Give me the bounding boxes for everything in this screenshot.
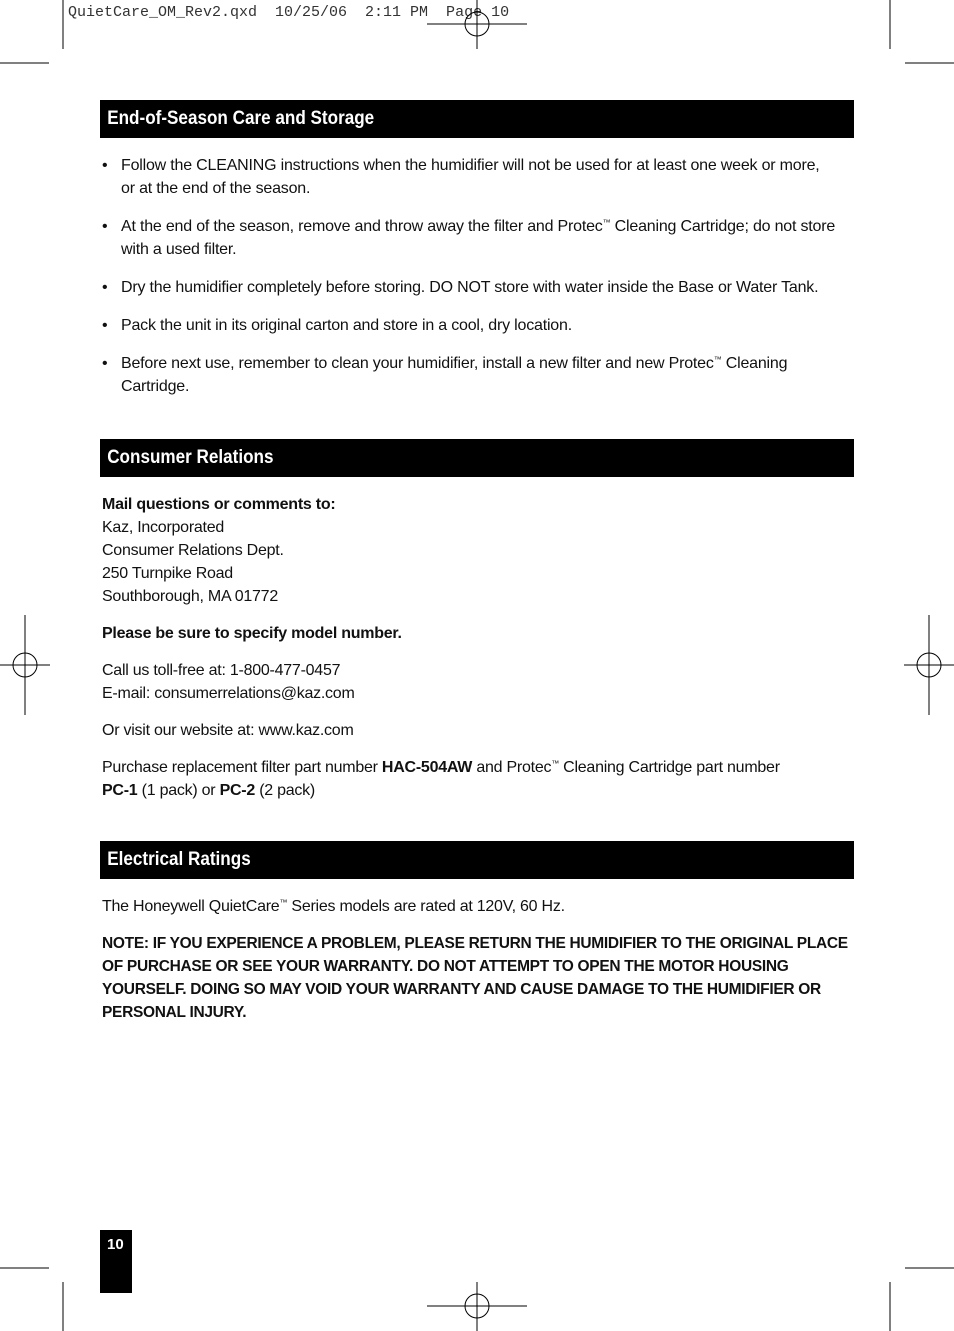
phone-line: Call us toll-free at: 1-800-477-0457 [102,662,341,679]
note-line: PERSONAL INJURY. [102,1004,247,1021]
section-header-electrical [100,841,854,879]
address-line: 250 Turnpike Road [102,565,233,582]
bullet-icon: • [102,317,108,334]
bullet-icon: • [102,355,108,372]
note-line: NOTE: IF YOU EXPERIENCE A PROBLEM, PLEASE RETURN THE HUMIDIFIER TO THE ORIGINAL PLACE [102,935,848,952]
filter-part-number: HAC-504AW [381,759,473,776]
bullet-icon: • [102,218,108,235]
registration-target-bottom [427,1282,527,1331]
cartridge-part-pc2: PC-2 [219,782,256,799]
list-item: • Dry the humidifier completely before storing. DO NOT store with water inside the Base or Water Tank. [102,276,854,299]
page-number-tab [100,1230,132,1293]
list-item: • Pack the unit in its original carton and store in a cool, dry location. [102,314,854,337]
section-header-storage [100,100,854,138]
page-number: 10 [107,1236,124,1253]
storage-bullet-list [102,154,854,413]
consumer-relations-body [102,493,854,802]
electrical-ratings-body [102,895,854,1024]
address-line: Consumer Relations Dept. [102,542,284,559]
section-title-electrical: Electrical Ratings [107,849,251,870]
trademark-symbol: ™ [551,759,559,768]
address-line: Southborough, MA 01772 [102,588,278,605]
section-title-consumer: Consumer Relations [107,447,274,468]
mail-heading: Mail questions or comments to: [102,496,336,513]
registration-target-left [0,615,50,715]
list-item: • Follow the CLEANING instructions when the humidifier will not be used for at least one week or more, or at the end of the season. [102,154,854,200]
mailing-address [102,516,854,608]
address-line: Kaz, Incorporated [102,519,225,536]
cartridge-part-pc1: PC-1 [102,782,138,799]
purchase-parts-paragraph: Purchase replacement filter part number HAC-504AW and Protec™ Cleaning Cartridge part number PC-1 (1 pack) or PC-2 (2 pack) [102,759,780,799]
model-number-note: Please be sure to specify model number. [102,625,402,642]
note-line: OF PURCHASE OR SEE YOUR WARRANTY. DO NOT ATTEMPT TO OPEN THE MOTOR HOUSING [102,958,789,975]
registration-target-right [904,615,954,715]
website-line: Or visit our website at: www.kaz.com [102,722,354,739]
print-slug: QuietCare_OM_Rev2.qxd 10/25/06 2:11 PM Page 10 [68,4,510,21]
trademark-symbol: ™ [713,355,722,364]
section-header-consumer [100,439,854,477]
warning-note [102,932,854,1024]
rating-statement: The Honeywell QuietCare™ Series models are rated at 120V, 60 Hz. [102,898,565,915]
email-line: E-mail: consumerrelations@kaz.com [102,685,355,702]
trademark-symbol: ™ [602,218,611,227]
list-item: • Before next use, remember to clean your humidifier, install a new filter and new Protec™ Cleaning Cartridge. [102,352,854,398]
section-title-storage: End-of-Season Care and Storage [107,108,375,129]
bullet-icon: • [102,279,108,296]
note-line: YOURSELF. DOING SO MAY VOID YOUR WARRANTY AND CAUSE DAMAGE TO THE HUMIDIFIER OR [102,981,821,998]
list-item: • At the end of the season, remove and throw away the filter and Protec™ Cleaning Cartridge; do not store with a used filter. [102,215,854,261]
bullet-icon: • [102,157,108,174]
trademark-symbol: ™ [279,898,288,907]
registration-target-top [427,0,527,49]
